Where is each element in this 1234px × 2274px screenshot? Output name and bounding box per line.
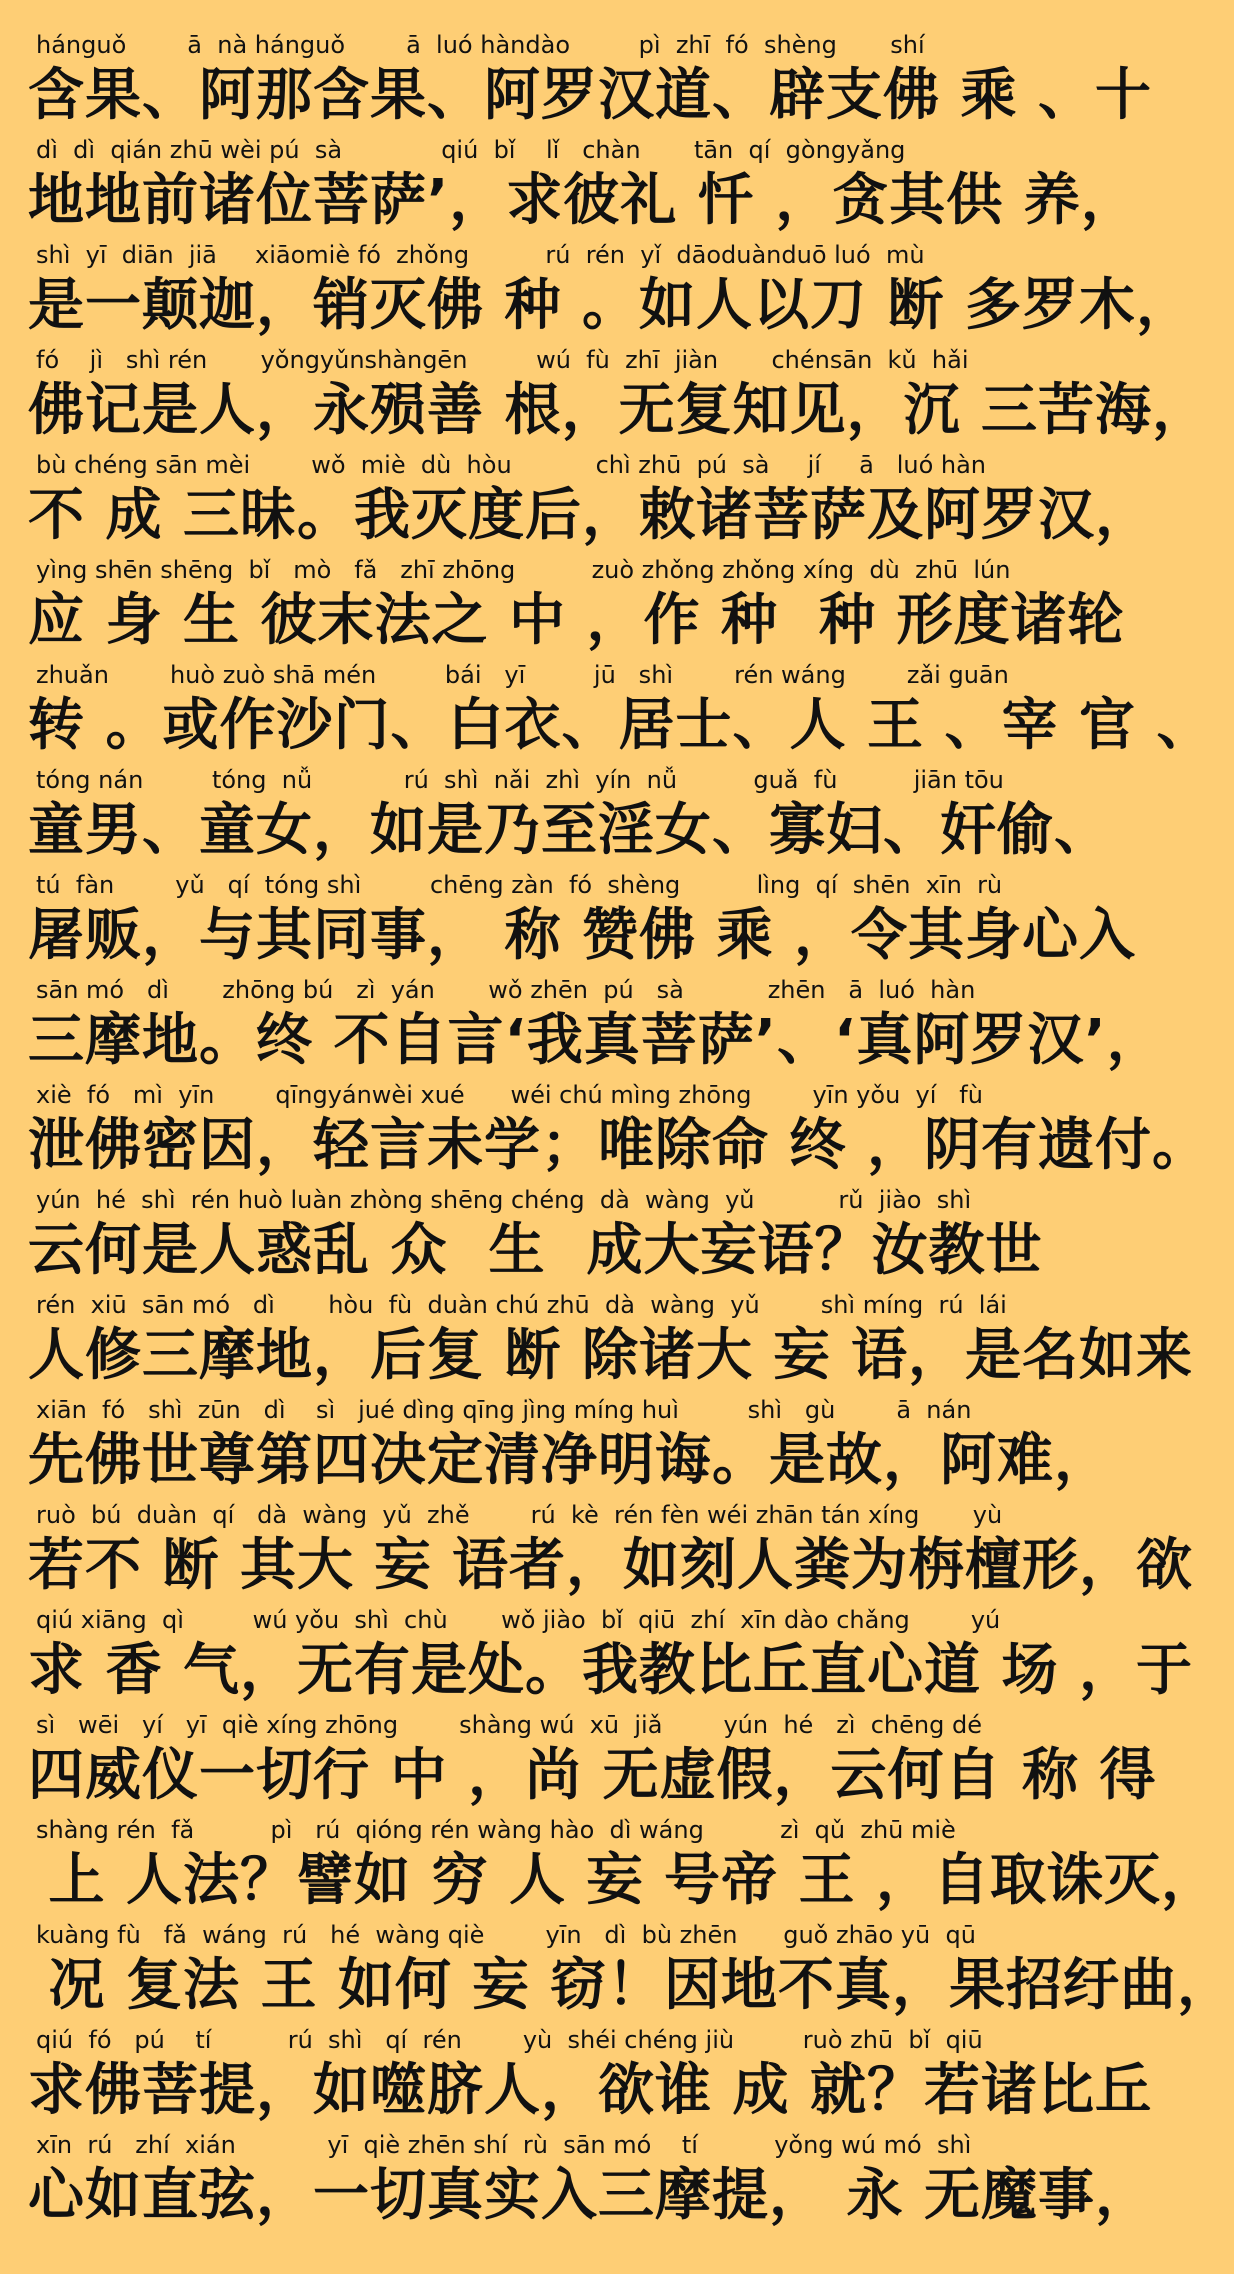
text-line: [0, 1498, 1193, 1603]
text-line: [0, 2128, 1152, 2233]
text-line: [0, 2023, 1152, 2128]
hanzi-line: 求佛菩提，如噬脐人，欲谁 成 就？若诸比丘: [28, 2058, 1152, 2123]
hanzi-line: 三摩地。终 不自言‘我真菩萨’、‘真阿罗汉’，: [28, 1008, 1164, 1073]
pinyin-line: bù chéng sān mèi wǒ miè dù hòu chì zhū pú sà jí ā luó hàn: [36, 451, 987, 479]
pinyin-line: hánguǒ ā nà hánguǒ ā luó hàndào pì zhī fó shèng shí: [36, 31, 925, 59]
hanzi-line: 不 成 三昧。我灭度后，敕诸菩萨及阿罗汉，: [28, 483, 1152, 548]
hanzi-line: 应 身 生 彼末法之 中 ，作 种 种 形度诸轮: [28, 588, 1125, 653]
pinyin-line: xīn rú zhí xián yī qiè zhēn shí rù sān mó tí yǒng wú mó shì: [36, 2131, 972, 2159]
text-line: [0, 868, 1136, 973]
text-line: [0, 973, 1164, 1078]
text-line: [0, 133, 1138, 238]
pinyin-line: qiú fó pú tí rú shì qí rén yù shéi chéng jiù ruò zhū bǐ qiū: [36, 2026, 983, 2054]
hanzi-line: 上 人法？譬如 穷 人 妄 号帝 王 ，自取诛灭，: [28, 1848, 1218, 1913]
hanzi-line: 况 复法 王 如何 妄 窃！因地不真，果招纡曲，: [28, 1953, 1234, 2018]
pinyin-line: tú fàn yǔ qí tóng shì chēng zàn fó shèng lìng qí shēn xīn rù: [36, 871, 1003, 899]
text-line: [0, 28, 1152, 133]
hanzi-line: 童男、童女，如是乃至淫女、寡妇、奸偷、: [28, 798, 1111, 863]
hanzi-line: 求 香 气，无有是处。我教比丘直心道 场 ，于: [28, 1638, 1193, 1703]
text-line: [0, 553, 1125, 658]
pinyin-line: qiú xiāng qì wú yǒu shì chù wǒ jiào bǐ qiū zhí xīn dào chǎng yú: [36, 1606, 1001, 1634]
hanzi-line: 是一颠迦，销灭佛 种 。如人以刀 断 多罗木，: [28, 273, 1193, 338]
pinyin-line: shì yī diān jiā xiāomiè fó zhǒng rú rén yǐ dāoduànduō luó mù: [36, 241, 925, 269]
text-line: [0, 1393, 1111, 1498]
hanzi-line: 含果、阿那含果、阿罗汉道、辟支佛 乘 、十: [28, 63, 1152, 128]
text-line: [0, 1078, 1209, 1183]
pinyin-line: ruò bú duàn qí dà wàng yǔ zhě rú kè rén fèn wéi zhān tán xíng yù: [36, 1501, 1003, 1529]
pinyin-line: fó jì shì rén yǒngyǔnshàngēn wú fù zhī jiàn chénsān kǔ hǎi: [36, 346, 969, 374]
hanzi-line: 心如直弦，一切真实入三摩提， 永 无魔事，: [28, 2163, 1152, 2228]
text-line: [0, 658, 1214, 763]
text-line: [0, 1183, 1080, 1288]
hanzi-line: 泄佛密因，轻言未学；唯除命 终 ，阴有遗付。: [28, 1113, 1209, 1178]
hanzi-line: 地地前诸位菩萨’，求彼礼 忏 ，贪其供 养，: [28, 168, 1138, 233]
hanzi-line: 屠贩，与其同事， 称 赞佛 乘 ，令其身心入: [28, 903, 1136, 968]
text-line: [0, 1708, 1157, 1813]
text-line: [0, 448, 1152, 553]
pinyin-line: tóng nán tóng nǚ rú shì nǎi zhì yín nǚ guǎ fù jiān tōu: [36, 766, 1004, 794]
pinyin-line: dì dì qián zhū wèi pú sà qiú bǐ lǐ chàn tān qí gòngyǎng: [36, 136, 906, 164]
hanzi-line: 佛记是人，永殒善 根，无复知见，沉 三苦海，: [28, 378, 1209, 443]
text-line: [0, 1918, 1234, 2023]
pinyin-line: xiè fó mì yīn qīngyánwèi xué wéi chú mìng zhōng yīn yǒu yí fù: [36, 1081, 983, 1109]
pinyin-line: kuàng fù fǎ wáng rú hé wàng qiè yīn dì bù zhēn guǒ zhāo yū qū: [36, 1921, 976, 1949]
pinyin-line: xiān fó shì zūn dì sì jué dìng qīng jìng míng huì shì gù ā nán: [36, 1396, 972, 1424]
hanzi-line: 转 。或作沙门、白衣、居士、人 王 、宰 官 、: [28, 693, 1214, 758]
pinyin-line: zhuǎn huò zuò shā mén bái yī jū shì rén wáng zǎi guān: [36, 661, 1009, 689]
pinyin-line: shàng rén fǎ pì rú qióng rén wàng hào dì wáng zì qǔ zhū miè: [36, 1816, 956, 1844]
pinyin-line: sān mó dì zhōng bú zì yán wǒ zhēn pú sà zhēn ā luó hàn: [36, 976, 976, 1004]
pinyin-line: sì wēi yí yī qiè xíng zhōng shàng wú xū jiǎ yún hé zì chēng dé: [36, 1711, 982, 1739]
hanzi-line: 云何是人惑乱 众 生 成大妄语？汝教世: [28, 1218, 1043, 1283]
hanzi-line: 四威仪一切行 中 ，尚 无虚假，云何自 称 得: [28, 1743, 1157, 1808]
pinyin-line: yìng shēn shēng bǐ mò fǎ zhī zhōng zuò zhǒng zhǒng xíng dù zhū lún: [36, 556, 1011, 584]
text-line: [0, 343, 1209, 448]
hanzi-line: 人修三摩地，后复 断 除诸大 妄 语，是名如来: [28, 1323, 1193, 1388]
text-line: [0, 1288, 1193, 1393]
pinyin-line: rén xiū sān mó dì hòu fù duàn chú zhū dà wàng yǔ shì míng rú lái: [36, 1291, 1007, 1319]
text-line: [0, 1813, 1218, 1918]
text-line: [0, 1603, 1193, 1708]
pinyin-line: yún hé shì rén huò luàn zhòng shēng chéng dà wàng yǔ rǔ jiào shì: [36, 1186, 972, 1214]
text-line: [0, 238, 1193, 343]
hanzi-line: 若不 断 其大 妄 语者，如刻人粪为栴檀形，欲: [28, 1533, 1193, 1598]
hanzi-line: 先佛世尊第四决定清净明诲。是故，阿难，: [28, 1428, 1111, 1493]
text-line: [0, 763, 1111, 868]
